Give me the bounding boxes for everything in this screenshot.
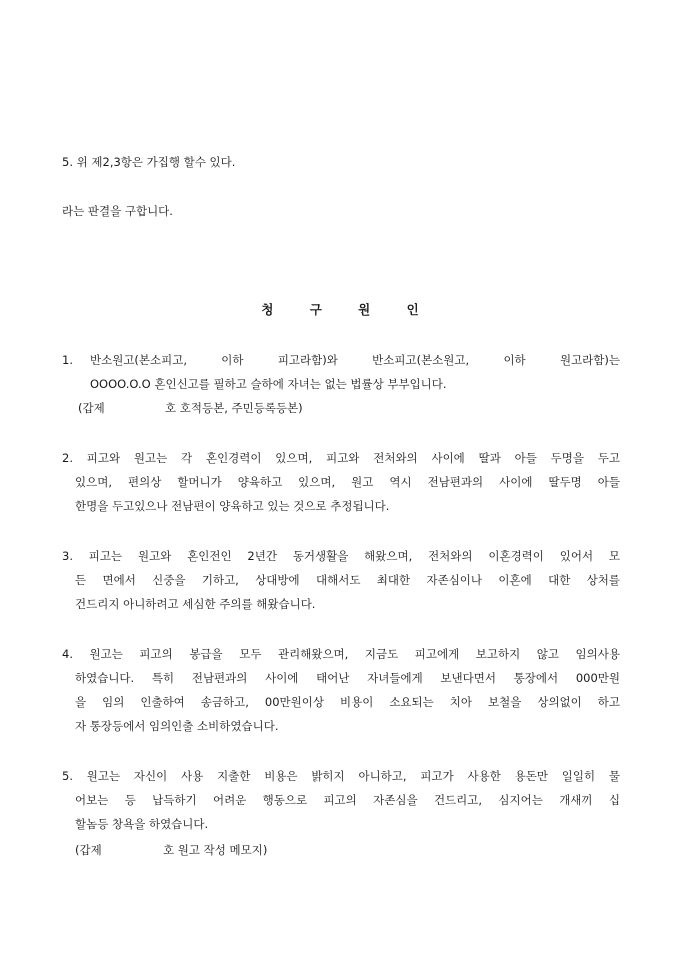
paragraph-1-line-2: OOOO.O.O 혼인신고를 필하고 슬하에 자녀는 없는 법률상 부부입니다. (90, 377, 447, 391)
judgment-request: 라는 판결을 구합니다. (62, 204, 173, 218)
paragraph-1-number: 1. (62, 353, 73, 367)
paragraph-4-line-4: 자 통장등에서 임의인출 소비하였습니다. (75, 719, 279, 733)
paragraph-4-line-1: 4. 원고는 피고의 봉급을 모두 관리해왔으며, 지금도 피고에게 보고하지 않고 임의사용 (62, 647, 620, 661)
paragraph-3-line-3: 건드리지 아니하려고 세심한 주의를 해왔습니다. (75, 597, 316, 611)
paragraph-3-line-2: 든 면에서 신중을 기하고, 상대방에 대해서도 최대한 자존심이나 이혼에 대한 상처를 (75, 573, 620, 587)
paragraph-3-line-1: 3. 피고는 원고와 혼인전인 2년간 동거생활을 해왔으며, 전처와의 이혼경력이 있어서 모 (62, 549, 620, 563)
paragraph-2-line-3: 한명을 두고있으나 전남편이 양육하고 있는 것으로 추정됩니다. (75, 499, 390, 513)
paragraph-1-evidence-suffix: 호 호적등본, 주민등록등본) (165, 401, 303, 415)
paragraph-1-line-1: 반소원고(본소피고, 이하 피고라함)와 반소피고(본소원고, 이하 원고라함)는 (90, 353, 620, 367)
paragraph-5-evidence-suffix: 호 원고 작성 메모지) (163, 843, 268, 857)
paragraph-4-line-2: 하였습니다. 특히 전남편과의 사이에 태어난 자녀들에게 보낸다면서 통장에서 000만원 (75, 671, 620, 685)
section-title: 청 구 원 인 (261, 302, 419, 317)
paragraph-1-evidence-prefix: (갑제 (78, 401, 105, 415)
paragraph-5-evidence-prefix: (갑제 (75, 843, 102, 857)
paragraph-2-line-2: 있으며, 편의상 할머니가 양육하고 있으며, 원고 역시 전남편과의 사이에 딸두명 아들 (75, 475, 620, 489)
paragraph-4-line-3: 을 임의 인출하여 송금하고, 00만원이상 비용이 소요되는 치아 보철을 상의없이 하고 (75, 695, 620, 709)
paragraph-5-line-2: 어보는 등 납득하기 어려운 행동으로 피고의 자존심을 건드리고, 심지어는 개새끼 십 (75, 793, 620, 807)
paragraph-5-line-3: 할놈등 창욕을 하였습니다. (75, 817, 209, 831)
paragraph-2-line-1: 2. 피고와 원고는 각 혼인경력이 있으며, 피고와 전처와의 사이에 딸과 아들 두명을 두고 (62, 451, 620, 465)
item-5-provisional-execution: 5. 위 제2,3항은 가집행 할수 있다. (62, 155, 236, 169)
paragraph-5-line-1: 5. 원고는 자신이 사용 지출한 비용은 밝히지 아니하고, 피고가 사용한 용돈만 일일히 물 (62, 769, 620, 783)
